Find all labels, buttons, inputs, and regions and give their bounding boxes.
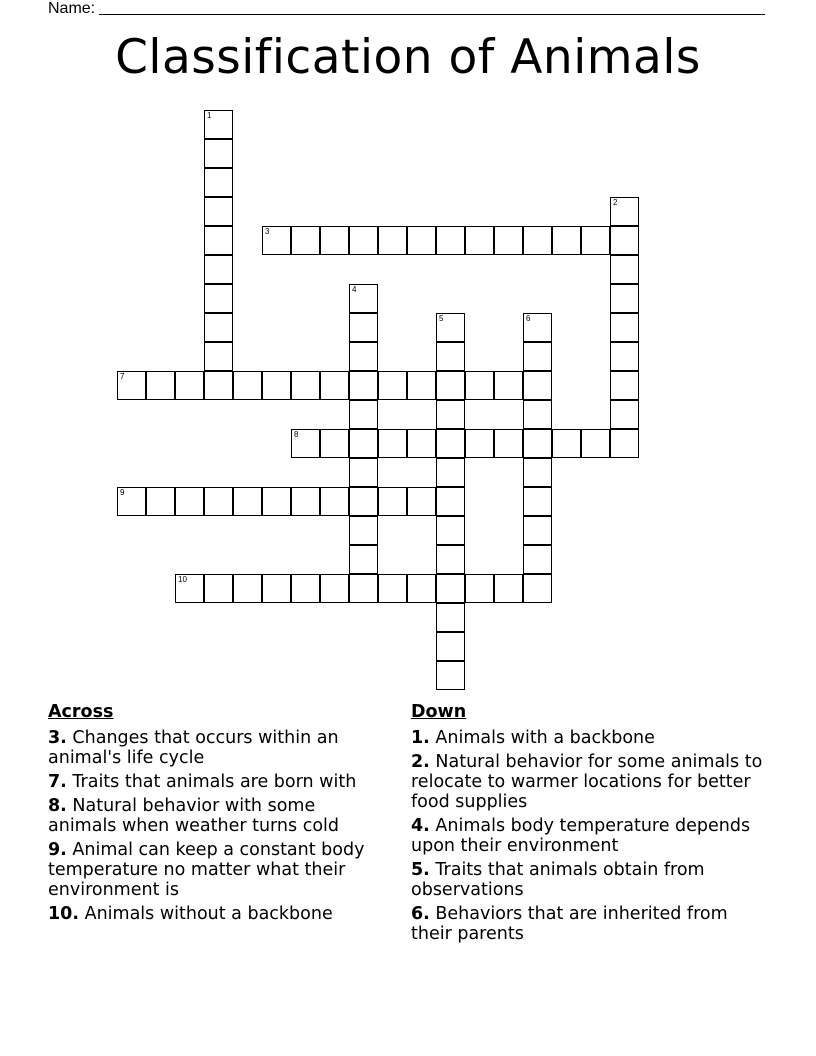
crossword-cell[interactable] (349, 342, 378, 371)
crossword-cell[interactable] (378, 429, 407, 458)
crossword-cell[interactable] (320, 574, 349, 603)
clue-number: 5. (411, 860, 430, 880)
crossword-cell[interactable] (465, 429, 494, 458)
crossword-cell[interactable] (204, 487, 233, 516)
crossword-cell[interactable] (436, 458, 465, 487)
crossword-cell[interactable] (349, 487, 378, 516)
crossword-cell[interactable] (349, 226, 378, 255)
cell-number: 9 (120, 488, 125, 497)
crossword-cell[interactable] (523, 545, 552, 574)
clue-text: Animal can keep a constant body temperature no matter what their environment is (48, 840, 365, 900)
across-clue-10 (48, 904, 388, 924)
crossword-cell[interactable] (610, 226, 639, 255)
crossword-cell[interactable] (262, 226, 291, 255)
cell-number: 7 (120, 372, 125, 381)
crossword-cell[interactable] (378, 487, 407, 516)
crossword-cell[interactable] (204, 110, 233, 139)
clue-text: Traits that animals obtain from observations (411, 860, 705, 900)
clue-number: 8. (48, 796, 67, 816)
crossword-cell[interactable] (349, 545, 378, 574)
crossword-cell[interactable] (262, 371, 291, 400)
crossword-cell[interactable] (610, 342, 639, 371)
crossword-cell[interactable] (349, 429, 378, 458)
crossword-cell[interactable] (204, 313, 233, 342)
crossword-cell[interactable] (204, 574, 233, 603)
crossword-cell[interactable] (291, 574, 320, 603)
crossword-cell[interactable] (146, 371, 175, 400)
clue-text: Natural behavior for some animals to relocate to warmer locations for better food supplies (411, 752, 763, 812)
clue-number: 1. (411, 728, 430, 748)
crossword-cell[interactable] (175, 371, 204, 400)
cell-number: 6 (526, 314, 531, 323)
crossword-cell[interactable] (610, 429, 639, 458)
crossword-cell[interactable] (581, 429, 610, 458)
crossword-cell[interactable] (436, 516, 465, 545)
crossword-cell[interactable] (349, 313, 378, 342)
crossword-cell[interactable] (610, 371, 639, 400)
clue-number: 6. (411, 904, 430, 924)
crossword-cell[interactable] (320, 487, 349, 516)
clue-text: Traits that animals are born with (72, 772, 357, 792)
crossword-cell[interactable] (465, 574, 494, 603)
down-clues (411, 702, 771, 948)
crossword-cell[interactable] (610, 400, 639, 429)
down-heading: Down (411, 702, 467, 722)
cell-number: 4 (352, 285, 357, 294)
crossword-cell[interactable] (204, 139, 233, 168)
crossword-cell[interactable] (291, 226, 320, 255)
cell-number: 10 (178, 575, 187, 584)
crossword-cell[interactable] (494, 371, 523, 400)
crossword-cell[interactable] (465, 226, 494, 255)
crossword-cell[interactable] (610, 255, 639, 284)
crossword-cell[interactable] (436, 545, 465, 574)
clue-text: Behaviors that are inherited from their parents (411, 904, 728, 944)
clue-text: Animals body temperature depends upon their environment (411, 816, 751, 856)
crossword-cell[interactable] (494, 429, 523, 458)
down-clue-1 (411, 728, 771, 748)
across-clue-9 (48, 840, 388, 900)
name-label: Name: (48, 0, 96, 17)
crossword-cell[interactable] (349, 516, 378, 545)
clue-number: 4. (411, 816, 430, 836)
clue-text: Changes that occurs within an animal's life cycle (48, 728, 339, 768)
crossword-cell[interactable] (204, 168, 233, 197)
crossword-cell[interactable] (233, 574, 262, 603)
page-title: Classification of Animals (115, 30, 701, 85)
crossword-cell[interactable] (407, 487, 436, 516)
crossword-cell[interactable] (523, 226, 552, 255)
crossword-cell[interactable] (349, 371, 378, 400)
cell-number: 3 (265, 227, 270, 236)
down-clue-2 (411, 752, 771, 812)
crossword-cell[interactable] (436, 429, 465, 458)
clue-text: Animals with a backbone (435, 728, 655, 748)
crossword-cell[interactable] (436, 400, 465, 429)
across-heading: Across (48, 702, 114, 722)
crossword-cell[interactable] (436, 226, 465, 255)
crossword-cell[interactable] (581, 226, 610, 255)
cell-number: 2 (613, 198, 618, 207)
across-clue-7 (48, 772, 388, 792)
cell-number: 5 (439, 314, 444, 323)
crossword-cell[interactable] (320, 429, 349, 458)
crossword-cell[interactable] (291, 487, 320, 516)
crossword-cell[interactable] (523, 516, 552, 545)
crossword-cell[interactable] (523, 458, 552, 487)
crossword-cell[interactable] (378, 371, 407, 400)
clue-text: Animals without a backbone (84, 904, 333, 924)
crossword-cell[interactable] (291, 429, 320, 458)
crossword-cell[interactable] (407, 226, 436, 255)
crossword-cell[interactable] (523, 487, 552, 516)
crossword-cell[interactable] (233, 487, 262, 516)
crossword-cell[interactable] (349, 574, 378, 603)
crossword-cell[interactable] (436, 313, 465, 342)
crossword-cell[interactable] (436, 661, 465, 690)
crossword-cell[interactable] (204, 197, 233, 226)
crossword-cell[interactable] (262, 487, 291, 516)
clue-number: 9. (48, 840, 67, 860)
crossword-cell[interactable] (436, 371, 465, 400)
crossword-cell[interactable] (494, 574, 523, 603)
crossword-cell[interactable] (552, 429, 581, 458)
crossword-cell[interactable] (552, 226, 581, 255)
crossword-cell[interactable] (523, 342, 552, 371)
crossword-cell[interactable] (378, 226, 407, 255)
clue-text: Natural behavior with some animals when weather turns cold (48, 796, 340, 836)
crossword-cell[interactable] (407, 371, 436, 400)
crossword-cell[interactable] (465, 371, 494, 400)
crossword-cell[interactable] (204, 371, 233, 400)
crossword-cell[interactable] (204, 226, 233, 255)
crossword-cell[interactable] (349, 400, 378, 429)
crossword-cell[interactable] (436, 632, 465, 661)
crossword-cell[interactable] (117, 487, 146, 516)
crossword-cell[interactable] (610, 313, 639, 342)
crossword-cell[interactable] (436, 487, 465, 516)
crossword-cell[interactable] (436, 342, 465, 371)
crossword-cell[interactable] (320, 226, 349, 255)
clue-number: 2. (411, 752, 430, 772)
crossword-cell[interactable] (610, 284, 639, 313)
crossword-cell[interactable] (204, 255, 233, 284)
crossword-cell[interactable] (436, 574, 465, 603)
crossword-cell[interactable] (175, 574, 204, 603)
crossword-cell[interactable] (378, 574, 407, 603)
crossword-cell[interactable] (407, 574, 436, 603)
crossword-cell[interactable] (204, 284, 233, 313)
crossword-cell[interactable] (407, 429, 436, 458)
crossword-cell[interactable] (349, 284, 378, 313)
crossword-cell[interactable] (175, 487, 204, 516)
across-clue-3 (48, 728, 388, 768)
crossword-cell[interactable] (523, 574, 552, 603)
clue-number: 3. (48, 728, 67, 748)
down-clue-4 (411, 816, 771, 856)
cell-number: 8 (294, 430, 299, 439)
across-clue-8 (48, 796, 388, 836)
crossword-cell[interactable] (494, 226, 523, 255)
across-clues (48, 702, 388, 928)
cell-number: 1 (207, 111, 212, 120)
crossword-cell[interactable] (436, 603, 465, 632)
crossword-cell[interactable] (204, 342, 233, 371)
crossword-cell[interactable] (117, 371, 146, 400)
crossword-cell[interactable] (262, 574, 291, 603)
crossword-cell[interactable] (320, 371, 349, 400)
down-clue-6 (411, 904, 771, 944)
clue-number: 7. (48, 772, 67, 792)
crossword-cell[interactable] (523, 371, 552, 400)
clue-number: 10. (48, 904, 80, 924)
down-clue-5 (411, 860, 771, 900)
crossword-cell[interactable] (349, 458, 378, 487)
crossword-cell[interactable] (146, 487, 175, 516)
crossword-cell[interactable] (523, 429, 552, 458)
crossword-cell[interactable] (523, 400, 552, 429)
crossword-cell[interactable] (523, 313, 552, 342)
crossword-cell[interactable] (610, 197, 639, 226)
crossword-cell[interactable] (233, 371, 262, 400)
crossword-cell[interactable] (291, 371, 320, 400)
